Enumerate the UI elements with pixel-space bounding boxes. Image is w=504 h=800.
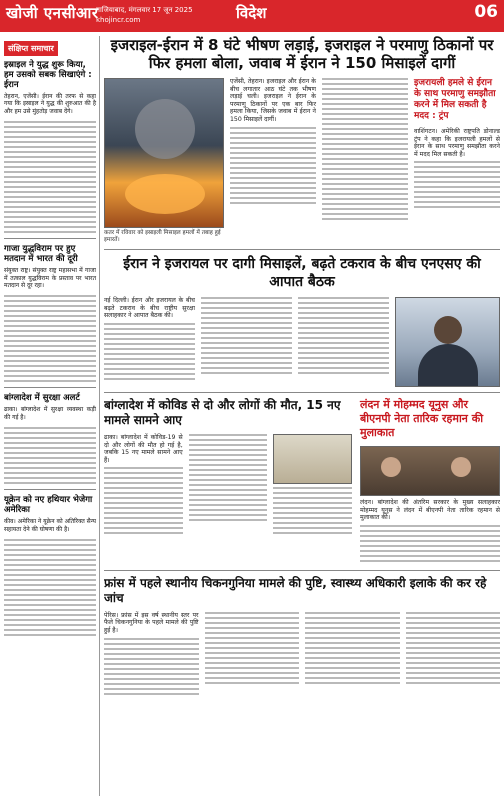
text-lines — [298, 297, 389, 374]
text-lines — [4, 295, 96, 382]
person-right — [451, 457, 471, 477]
text-lines — [4, 121, 96, 233]
story-1-lead: एजेंसी, तेहरान। इजराइल और ईरान के बीच लगातार आठ घंटे तक भीषण लड़ाई चली। इजराइल ने ईरान के परमाणु ठिकानों पर एक बार फिर हमला किया, जिसके जवाब में ईरान ने 150 मिसाइलें दागीं। — [230, 78, 316, 123]
sidebar-box-body: वाशिंगटन। अमेरिकी राष्ट्रपति डोनाल्ड ट्रंप ने कहा कि इजरायली हमलों से ईरान के साथ परमाणु समझौता करने में मदद मिल सकती है। — [414, 128, 500, 158]
story-3-photo — [273, 434, 352, 484]
text-lines — [414, 161, 500, 208]
story-5-lead: पेरिस। फ्रांस में इस वर्ष स्थानीय स्तर पर फैले चिकनगुनिया के पहले मामले की पुष्टि हुई है। — [104, 611, 199, 634]
left-story-3 — [4, 393, 96, 484]
left-story-headline: गाजा युद्धविराम पर हुए मतदान में भारत की दूरी — [4, 244, 78, 265]
masthead — [0, 0, 504, 32]
left-story-body: ढाका। बांग्लादेश में सुरक्षा व्यवस्था कड़ी की गई है। — [4, 406, 96, 421]
story-2 — [104, 255, 500, 387]
text-lines — [205, 612, 300, 684]
person-left — [381, 457, 401, 477]
fire-glow — [125, 174, 205, 214]
story-5-headline: फ्रांस में पहले स्थानीय चिकनगुनिया मामले की पुष्टि, स्वास्थ्य अधिकारी इलाके की कर रहे जांच — [104, 575, 487, 605]
masthead-meta — [96, 5, 226, 25]
left-story-1 — [4, 60, 96, 233]
left-news-column — [4, 36, 100, 796]
story-4-lead: लंदन। बांग्लादेश की अंतरिम सरकार के मुख्य सलाहकार मोहम्मद यूनुस ने लंदन में बीएनपी नेता तारिक रहमान से मुलाकात की। — [360, 499, 500, 522]
text-lines — [360, 525, 500, 562]
story-2-headline: ईरान ने इजरायल पर दागी मिसाइलें, बढ़ते टकराव के बीच एनएसए की आपात बैठक — [123, 256, 481, 290]
story-2-lead: नई दिल्ली। ईरान और इजरायल के बीच बढ़ते टकराव के बीच राष्ट्रीय सुरक्षा सलाहकार ने आपात बैठक की। — [104, 297, 195, 320]
text-lines — [406, 612, 501, 684]
story-1-photo — [104, 78, 224, 228]
person-silhouette — [434, 316, 462, 344]
text-lines — [104, 323, 195, 380]
masthead-site: khojincr.com — [96, 16, 141, 24]
story-1-headline: इजराइल-ईरान में 8 घंटे भीषण लड़ाई, इजराइल ने परमाणु ठिकानों पर फिर हमला बोला, जवाब में ईरान ने 150 मिसाइलें दागीं — [110, 36, 494, 72]
left-story-headline: इस्राइल ने युद्ध शुरू किया, हम उसको सबक सिखाएंगे : ईरान — [4, 60, 92, 90]
left-story-body: तेहरान, एजेंसी। ईरान की तरफ से कहा गया कि इस्राइल ने युद्ध की शुरुआत की है और हम उसे मुंहतोड़ जवाब देंगे। — [4, 93, 96, 115]
left-column-banner: संक्षिप्त समाचार — [4, 41, 58, 56]
text-lines — [104, 467, 183, 534]
masthead-date: गाजियाबाद, मंगलवार 17 जून 2025 — [96, 6, 193, 14]
text-lines — [201, 297, 292, 374]
left-story-body: संयुक्त राष्ट्र। संयुक्त राष्ट्र महासभा में गाजा में तत्काल युद्धविराम के प्रस्ताव पर भारत मतदान से दूर रहा। — [4, 267, 96, 290]
left-story-headline: बांग्लादेश में सुरक्षा अलर्ट — [4, 393, 80, 404]
story-3-headline: बांग्लादेश में कोविड से दो और लोगों की मौत, 15 नए मामले सामने आए — [104, 398, 341, 427]
text-lines — [4, 427, 96, 484]
story-5 — [104, 576, 500, 698]
section-title: विदेश — [236, 4, 267, 22]
story-4-headline: लंदन में मोहम्मद यूनुस और बीएनपी नेता तारिक रहमान की मुलाकात — [360, 398, 484, 439]
text-lines — [305, 612, 400, 684]
text-lines — [322, 78, 408, 220]
page-number: 06 — [474, 2, 498, 22]
text-lines — [273, 487, 352, 534]
story-4 — [360, 398, 500, 565]
sidebar-box-headline: इजरायली हमले से ईरान के साथ परमाणु समझौता करने में मिल सकती है मदद : ट्रंप — [414, 78, 496, 121]
story-2-photo — [395, 297, 500, 387]
story-4-photo — [360, 446, 500, 496]
person-shoulders — [418, 344, 478, 387]
story-3 — [104, 398, 352, 565]
left-story-body: कीव। अमेरिका ने यूक्रेन को अतिरिक्त सैन्य सहायता देने की घोषणा की है। — [4, 518, 96, 533]
left-story-headline: यूक्रेन को नए हथियार भेजेगा अमेरिका — [4, 495, 93, 516]
left-story-2 — [4, 244, 96, 382]
story-1-photo-caption: कतर में रविवार को इस्राइली मिसाइल हमलों में तबाह हुई इमारतें। — [104, 230, 221, 243]
smoke-plume — [135, 99, 195, 159]
left-story-4 — [4, 495, 96, 636]
text-lines — [104, 638, 199, 695]
text-lines — [4, 539, 96, 636]
text-lines — [189, 434, 268, 521]
text-lines — [230, 127, 316, 204]
story-1 — [104, 36, 500, 244]
story-3-lead: ढाका। बांग्लादेश में कोविड-19 से दो और लोगों की मौत हो गई है, जबकि 15 नए मामले सामने आए हैं। — [104, 434, 183, 464]
main-news-area — [104, 36, 500, 796]
newspaper-brand: खोजी एनसीआर — [6, 4, 99, 22]
